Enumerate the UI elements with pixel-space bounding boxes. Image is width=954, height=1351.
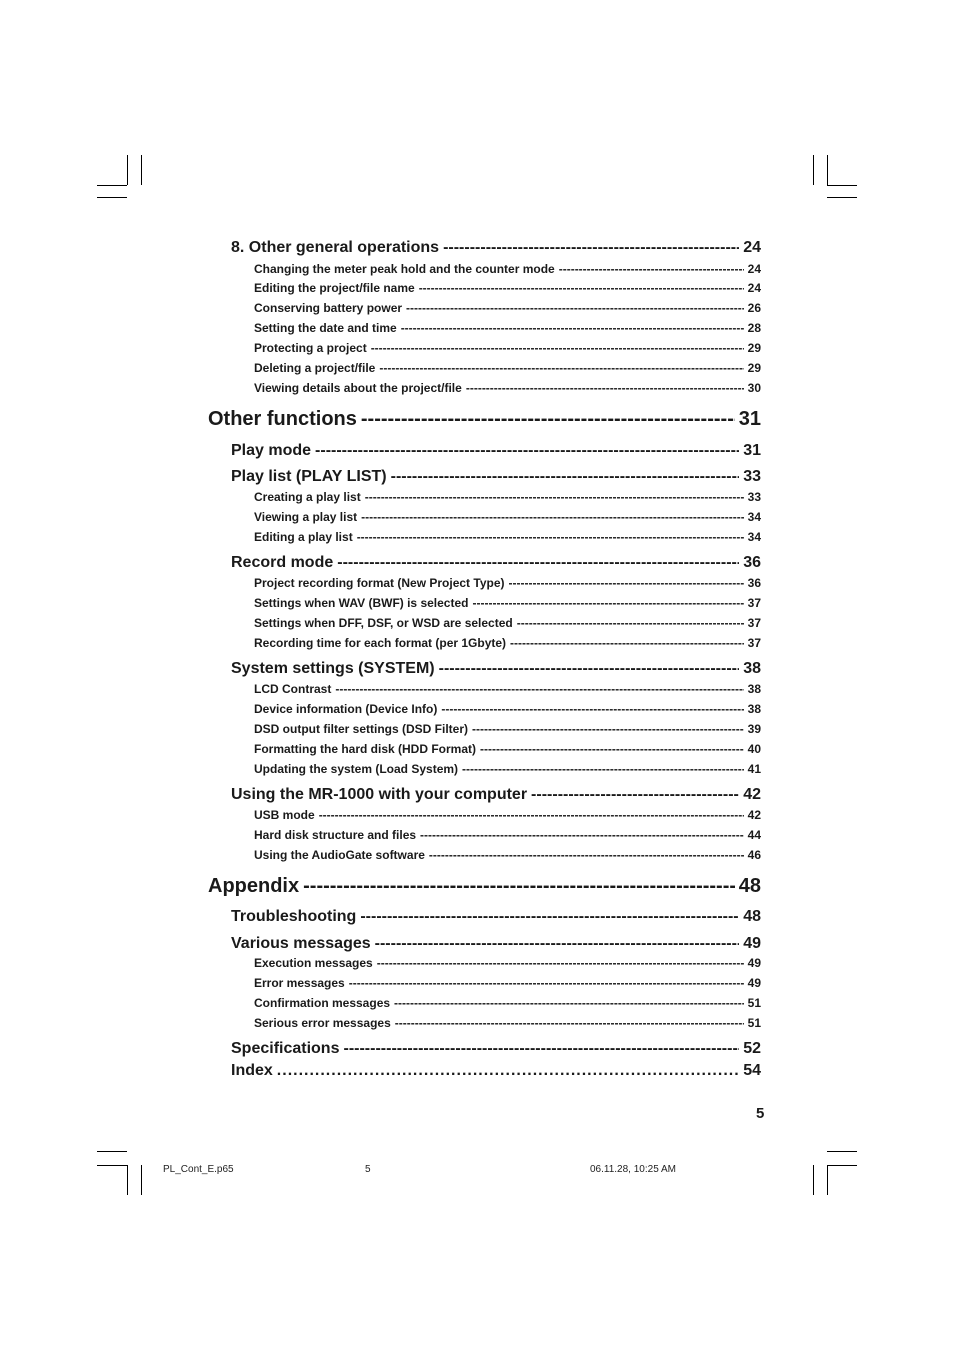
leader — [420, 828, 744, 842]
toc-entry-title: Formatting the hard disk (HDD Format) — [254, 742, 477, 756]
toc-entry-title: Play list (PLAY LIST) — [231, 468, 387, 485]
toc-entry-title: Conserving battery power — [254, 301, 403, 315]
leader — [277, 1062, 739, 1080]
leader — [361, 510, 743, 524]
leader — [510, 636, 744, 650]
crop-mark — [97, 197, 127, 198]
toc-entry-page: 48 — [743, 908, 761, 925]
toc-entry-page: 51 — [747, 996, 761, 1010]
leader — [429, 848, 744, 862]
leader — [441, 702, 743, 716]
toc-entry-title: Execution messages — [254, 956, 373, 970]
toc-entry-title: Changing the meter peak hold and the counter mode — [254, 262, 555, 276]
toc-entry-title: Various messages — [231, 935, 371, 952]
toc-entry-title: DSD output filter settings (DSD Filter) — [254, 722, 468, 736]
page-number: 5 — [756, 1105, 765, 1122]
toc-entry — [208, 996, 761, 1010]
toc-entry-page: 38 — [747, 682, 761, 696]
slug-filename: PL_Cont_E.p65 — [163, 1164, 234, 1175]
toc-entry-title: Creating a play list — [254, 490, 361, 504]
toc-entry-page: 40 — [747, 742, 761, 756]
toc-entry-title: Deleting a project/file — [254, 361, 376, 375]
toc-entry-page: 49 — [747, 956, 761, 970]
toc-entry-title: USB mode — [254, 808, 315, 822]
toc-entry-title: System settings (SYSTEM) — [231, 660, 435, 677]
toc-section-page: 31 — [738, 408, 761, 430]
toc-entry-page: 52 — [743, 1040, 761, 1057]
toc-entry — [208, 935, 761, 953]
toc-entry-page: 49 — [743, 935, 761, 952]
leader — [443, 239, 739, 257]
toc-entry-page: 29 — [747, 341, 761, 355]
leader — [379, 361, 743, 375]
toc-entry-page: 33 — [747, 490, 761, 504]
crop-mark — [827, 1151, 857, 1152]
crop-mark — [141, 155, 142, 185]
toc-entry-page: 41 — [747, 762, 761, 776]
toc-entry — [208, 908, 761, 926]
toc-entry-page: 39 — [747, 722, 761, 736]
leader — [517, 616, 744, 630]
leader — [466, 381, 744, 395]
toc-entry-page: 37 — [747, 636, 761, 650]
leader — [319, 808, 744, 822]
leader — [361, 408, 735, 431]
leader — [360, 908, 739, 926]
leader — [531, 786, 739, 804]
toc-entry-title: Serious error messages — [254, 1016, 391, 1030]
toc-entry-title: Troubleshooting — [231, 908, 357, 925]
toc-entry-title: Device information (Device Info) — [254, 702, 438, 716]
toc-entry — [208, 1040, 761, 1058]
toc-entry-title: Editing a play list — [254, 530, 353, 544]
toc-entry-page: 29 — [747, 361, 761, 375]
toc-section-title: Appendix — [208, 875, 300, 897]
crop-mark — [97, 1165, 127, 1166]
leader — [401, 321, 744, 335]
slug-timestamp: 06.11.28, 10:25 AM — [590, 1164, 676, 1175]
leader — [462, 762, 744, 776]
toc-entry-title: Hard disk structure and files — [254, 828, 417, 842]
crop-mark — [127, 155, 128, 185]
toc-entry-title: LCD Contrast — [254, 682, 332, 696]
toc-entry-page: 28 — [747, 321, 761, 335]
toc-entry-page: 30 — [747, 381, 761, 395]
leader — [394, 996, 744, 1010]
toc-entry-page: 54 — [743, 1062, 761, 1079]
leader — [472, 722, 744, 736]
toc-entry-page: 51 — [747, 1016, 761, 1030]
toc-entry-title: Settings when DFF, DSF, or WSD are selected — [254, 616, 513, 630]
toc-entry — [208, 1016, 761, 1030]
toc-entry-page: 33 — [743, 468, 761, 485]
toc-entry-page: 44 — [747, 828, 761, 842]
toc-entry-page: 36 — [747, 576, 761, 590]
toc-section — [208, 408, 761, 431]
toc-entry — [208, 828, 761, 842]
toc-entry — [208, 554, 761, 572]
leader — [337, 554, 739, 572]
toc-entry-page: 46 — [747, 848, 761, 862]
toc-entry — [208, 510, 761, 524]
crop-mark — [827, 1165, 828, 1195]
crop-mark — [97, 1151, 127, 1152]
toc-entry-page: 34 — [747, 530, 761, 544]
toc-entry-title: Recording time for each format (per 1Gbyte) — [254, 636, 507, 650]
toc-entry — [208, 682, 761, 696]
toc-entry-page: 34 — [747, 510, 761, 524]
toc-entry — [208, 442, 761, 460]
leader — [335, 682, 743, 696]
toc-entry-title: Confirmation messages — [254, 996, 391, 1010]
toc-entry — [208, 762, 761, 776]
toc-entry-title: Error messages — [254, 976, 345, 990]
toc-entry-title: Viewing details about the project/file — [254, 381, 462, 395]
leader — [303, 875, 735, 898]
toc-entry-title: Viewing a play list — [254, 510, 358, 524]
toc-entry-page: 42 — [743, 786, 761, 803]
leader — [365, 490, 744, 504]
toc-entry-title: Settings when WAV (BWF) is selected — [254, 596, 469, 610]
toc-entry-page: 42 — [747, 808, 761, 822]
toc-entry-title: Editing the project/file name — [254, 281, 415, 295]
leader — [349, 976, 744, 990]
toc-entry-title: Record mode — [231, 554, 334, 571]
toc-entry — [208, 341, 761, 355]
crop-mark — [827, 155, 828, 185]
toc-entry — [208, 262, 761, 276]
leader — [439, 660, 740, 678]
toc-entry — [208, 636, 761, 650]
leader — [395, 1016, 744, 1030]
toc-entry-title: Updating the system (Load System) — [254, 762, 459, 776]
toc-entry-title: Specifications — [231, 1040, 340, 1057]
leader — [343, 1040, 739, 1058]
toc-entry — [208, 848, 761, 862]
crop-mark — [827, 185, 857, 186]
leader — [406, 301, 744, 315]
leader — [391, 468, 740, 486]
leader — [357, 530, 744, 544]
toc-entry — [208, 361, 761, 375]
toc-entry — [208, 722, 761, 736]
crop-mark — [141, 1165, 142, 1195]
leader — [559, 262, 744, 276]
leader — [472, 596, 743, 610]
leader — [371, 341, 744, 355]
toc-entry-title: Index — [231, 1062, 273, 1079]
crop-mark — [127, 1165, 128, 1195]
crop-mark — [813, 1165, 814, 1195]
toc-entry — [208, 616, 761, 630]
crop-mark — [813, 155, 814, 185]
toc-entry-title: Using the MR-1000 with your computer — [231, 786, 528, 803]
toc-entry — [208, 660, 761, 678]
toc-entry — [208, 576, 761, 590]
leader — [480, 742, 744, 756]
toc-entry — [208, 956, 761, 970]
toc-entry-title: Play mode — [231, 442, 312, 459]
toc-entry — [208, 281, 761, 295]
toc-entry — [208, 976, 761, 990]
toc-entry — [208, 490, 761, 504]
leader — [377, 956, 744, 970]
toc-entry-title: Setting the date and time — [254, 321, 397, 335]
leader — [509, 576, 744, 590]
toc-entry-page: 49 — [747, 976, 761, 990]
toc-entry — [208, 301, 761, 315]
slug-page: 5 — [365, 1164, 371, 1175]
toc-entry-page: 37 — [747, 616, 761, 630]
toc-entry-page: 24 — [747, 262, 761, 276]
toc-entry-title: Protecting a project — [254, 341, 367, 355]
toc-entry-page: 38 — [743, 660, 761, 677]
toc-entry-title: 8. Other general operations — [231, 239, 440, 256]
toc-entry — [208, 321, 761, 335]
toc-entry — [208, 702, 761, 716]
leader — [315, 442, 739, 460]
toc-entry-page: 36 — [743, 554, 761, 571]
toc-section-title: Other functions — [208, 408, 357, 430]
crop-mark — [827, 1165, 857, 1166]
toc-entry-title: Using the AudioGate software — [254, 848, 425, 862]
toc-entry — [208, 381, 761, 395]
leader — [419, 281, 744, 295]
toc-entry — [208, 239, 761, 257]
toc-entry — [208, 596, 761, 610]
crop-mark — [827, 197, 857, 198]
toc-section — [208, 875, 761, 898]
toc-entry — [208, 1062, 761, 1080]
toc-entry-page: 31 — [743, 442, 761, 459]
leader — [375, 935, 740, 953]
toc-entry-title: Project recording format (New Project Type) — [254, 576, 505, 590]
toc-entry — [208, 530, 761, 544]
toc-entry — [208, 468, 761, 486]
toc-entry-page: 26 — [747, 301, 761, 315]
toc-entry-page: 24 — [743, 239, 761, 256]
toc-entry — [208, 786, 761, 804]
toc-section-page: 48 — [738, 875, 761, 897]
crop-mark — [97, 185, 127, 186]
toc-entry — [208, 808, 761, 822]
toc-entry-page: 37 — [747, 596, 761, 610]
toc-entry — [208, 742, 761, 756]
toc-entry-page: 38 — [747, 702, 761, 716]
toc-entry-page: 24 — [747, 281, 761, 295]
